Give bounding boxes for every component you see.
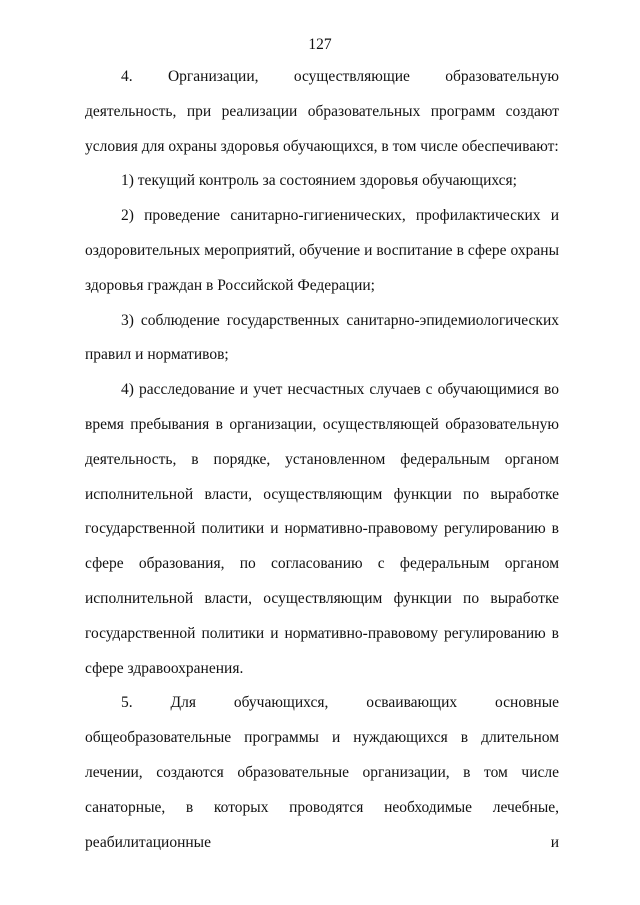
list-item-4: 4) расследование и учет несчастных случаев с обучающимися во время пребывания в организации, осуществляющей образовательную деятельность, в порядке, установленном федеральным органом исполнительной власти, осуществляющим функции по выработке государственной политики и нормативно-правовому регулированию в сфере образования, по согласованию с федеральным органом исполнительной власти, осуществляющим функции по выработке государственной политики и нормативно-правовому регулированию в сфере здравоохранения. [85,381,559,677]
paragraph-5-organizations: 5. Для обучающихся, осваивающих основные общеобразовательные программы и нуждающихся в длительном лечении, создаются образовательные организации, в том числе санаторные, в которых проводятся необходимые лечебные, реабилитационные и [85,694,559,851]
list-item-3: 3) соблюдение государственных санитарно-эпидемиологических правил и нормативов; [85,311,559,364]
page-number: 127 [308,36,332,53]
list-item-2: 2) проведение санитарно-гигиенических, профилактических и оздоровительных мероприятий, обучение и воспитание в сфере охраны здоровья граждан в Российской Федерации; [85,207,559,294]
paragraph-4-conditions: 4. Организации, осуществляющие образовательную деятельность, при реализации образовательных программ создают условия для охраны здоровья обучающихся, в том числе обеспечивают: [85,68,559,155]
document-body [85,60,559,860]
list-item-1: 1) текущий контроль за состоянием здоровья обучающихся; [121,172,517,190]
